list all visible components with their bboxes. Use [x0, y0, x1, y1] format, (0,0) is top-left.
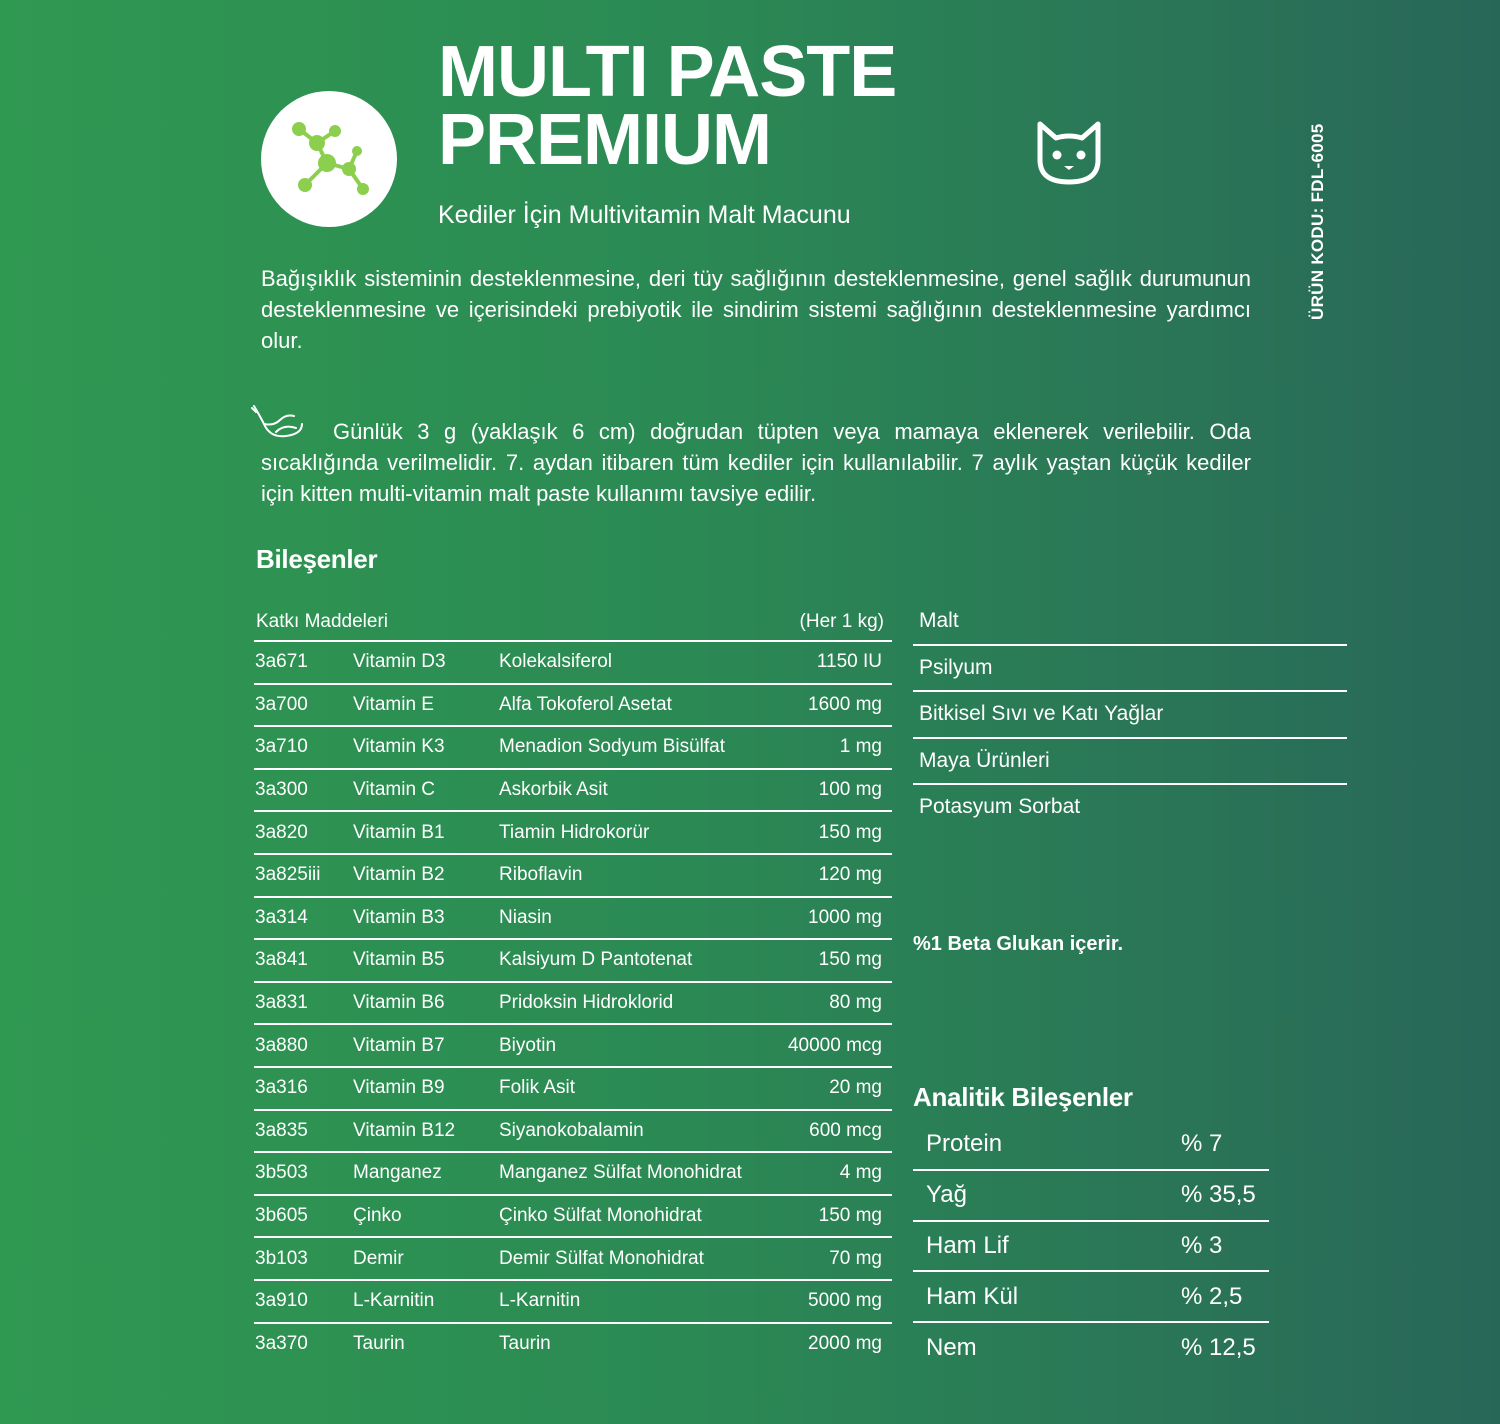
additive-vitamin: L-Karnitin: [353, 1290, 435, 1312]
additive-amount: 70 mg: [829, 1247, 882, 1269]
additive-row: [254, 1196, 892, 1239]
molecule-logo: [261, 91, 397, 227]
product-code: ÜRÜN KODU: FDL-6005: [1308, 123, 1327, 320]
analytic-name: Ham Lif: [926, 1231, 1009, 1259]
additives-table: [254, 604, 892, 1364]
additive-name: Siyanokobalamin: [499, 1119, 644, 1141]
additive-amount: 1150 IU: [816, 651, 882, 673]
additive-vitamin: Taurin: [353, 1332, 405, 1354]
description-text: Bağışıklık sisteminin desteklenmesine, deri tüy sağlığının desteklenmesine, genel sağlık durumunun desteklenmesine ve içerisindeki prebiyotik ile sindirim sistemi sağlığının desteklenmesine yardımcı olur.: [261, 266, 1251, 353]
additive-row: [254, 898, 892, 941]
additive-amount: 150 mg: [818, 1205, 882, 1227]
additive-code: 3a370: [255, 1332, 308, 1354]
additive-name: Kolekalsiferol: [499, 651, 612, 673]
additive-amount: 100 mg: [818, 779, 882, 801]
additive-amount: 4 mg: [839, 1162, 882, 1184]
usage-text: Günlük 3 g (yaklaşık 6 cm) doğrudan tüpten veya mamaya eklenerek verilebilir. Oda sıcaklığında verilmelidir. 7. aydan itibaren tüm kediler için kullanılabilir. 7 aylık yaştan küçük kediler için kitten multi-vitamin malt paste kullanımı tavsiye edilir.: [261, 419, 1251, 506]
additive-name: Demir Sülfat Monohidrat: [499, 1247, 704, 1269]
additive-name: Folik Asit: [499, 1077, 576, 1099]
additive-amount: 80 mg: [829, 992, 882, 1014]
additive-name: Askorbik Asit: [499, 779, 608, 801]
additive-code: 3b503: [255, 1162, 308, 1184]
additive-vitamin: Manganez: [353, 1162, 442, 1184]
additive-amount: 2000 mg: [808, 1332, 882, 1354]
additive-code: 3a316: [255, 1077, 308, 1099]
additive-amount: 1 mg: [839, 736, 882, 758]
analytic-table: [913, 1120, 1269, 1372]
additives-header-label: Katkı Maddeleri: [256, 611, 389, 632]
additive-vitamin: Vitamin C: [353, 779, 436, 801]
additive-name: Çinko Sülfat Monohidrat: [499, 1205, 702, 1227]
additive-code: 3a910: [255, 1290, 308, 1312]
additive-name: Pridoksin Hidroklorid: [499, 992, 674, 1014]
analytic-value: % 7: [1181, 1130, 1223, 1158]
additive-row: [254, 812, 892, 855]
additive-code: 3a671: [255, 651, 308, 673]
additive-code: 3a841: [255, 949, 308, 971]
additive-code: 3b605: [255, 1205, 308, 1227]
additive-vitamin: Vitamin B9: [353, 1077, 445, 1099]
additive-row: [254, 1111, 892, 1154]
additive-name: Riboflavin: [499, 864, 583, 886]
additive-row: [254, 642, 892, 685]
ingredient-item: Malt: [913, 599, 1347, 646]
additive-row: [254, 1025, 892, 1068]
analytic-value: % 2,5: [1181, 1282, 1243, 1310]
ingredient-item: Potasyum Sorbat: [919, 795, 1081, 819]
additive-code: 3a831: [255, 992, 308, 1014]
additive-amount: 1600 mg: [808, 693, 882, 715]
additive-vitamin: Çinko: [353, 1205, 402, 1227]
additive-vitamin: Vitamin B1: [353, 821, 445, 843]
analytic-name: Nem: [926, 1333, 977, 1361]
additive-name: Niasin: [499, 906, 552, 928]
additive-row: [254, 940, 892, 983]
additive-vitamin: Vitamin E: [353, 693, 434, 715]
additive-code: 3a835: [255, 1119, 308, 1141]
additives-header-unit: (Her 1 kg): [799, 611, 884, 632]
additive-amount: 120 mg: [818, 864, 882, 886]
additive-row: [254, 1153, 892, 1196]
additive-vitamin: Vitamin K3: [353, 736, 445, 758]
analytic-row: [913, 1323, 1269, 1372]
additive-name: Alfa Tokoferol Asetat: [499, 693, 672, 715]
additive-code: 3b103: [255, 1247, 308, 1269]
analytic-name: Protein: [926, 1130, 1003, 1158]
product-subtitle: Kediler İçin Multivitamin Malt Macunu: [438, 201, 851, 229]
components-heading: Bileşenler: [256, 544, 378, 574]
additive-vitamin: Vitamin B3: [353, 906, 445, 928]
analytic-row: [913, 1222, 1269, 1273]
analytic-value: % 35,5: [1181, 1181, 1256, 1209]
additive-vitamin: Vitamin B5: [353, 949, 445, 971]
analytic-value: % 12,5: [1181, 1333, 1256, 1361]
additive-amount: 150 mg: [818, 949, 882, 971]
additive-row: [254, 1324, 892, 1365]
additive-amount: 600 mcg: [809, 1119, 882, 1141]
analytic-row: [913, 1120, 1269, 1171]
additive-vitamin: Vitamin B7: [353, 1034, 445, 1056]
molecule-icon: [283, 113, 375, 205]
cat-icon: [1034, 120, 1104, 191]
additive-row: [254, 1238, 892, 1281]
additive-amount: 1000 mg: [808, 906, 882, 928]
title-line-2: PREMIUM: [438, 100, 771, 180]
additive-vitamin: Vitamin D3: [353, 651, 446, 673]
additive-row: [254, 685, 892, 728]
additive-code: 3a825iii: [255, 864, 321, 886]
additive-row: [254, 983, 892, 1026]
additive-amount: 5000 mg: [808, 1290, 882, 1312]
additive-name: Biyotin: [499, 1034, 557, 1056]
additive-code: 3a710: [255, 736, 308, 758]
analytic-name: Ham Kül: [926, 1282, 1019, 1310]
additive-name: Taurin: [499, 1332, 551, 1354]
additive-amount: 150 mg: [818, 821, 882, 843]
additive-code: 3a314: [255, 906, 308, 928]
additive-name: Manganez Sülfat Monohidrat: [499, 1162, 742, 1184]
title-line-1: MULTI PASTE: [438, 32, 897, 112]
analytic-row: [913, 1272, 1269, 1323]
ingredient-item: Bitkisel Sıvı ve Katı Yağlar: [913, 692, 1347, 739]
additive-vitamin: Demir: [353, 1247, 404, 1269]
additive-row: [254, 770, 892, 813]
additive-code: 3a880: [255, 1034, 308, 1056]
analytic-name: Yağ: [926, 1181, 967, 1209]
additive-name: Tiamin Hidrokorür: [499, 821, 650, 843]
analytic-row: [913, 1171, 1269, 1222]
additive-vitamin: Vitamin B6: [353, 992, 445, 1014]
additive-row: [254, 1281, 892, 1324]
additive-code: 3a700: [255, 693, 308, 715]
additive-code: 3a820: [255, 821, 308, 843]
beta-glucan-note: %1 Beta Glukan içerir.: [913, 933, 1124, 955]
product-title: [438, 32, 897, 180]
additive-vitamin: Vitamin B12: [353, 1119, 456, 1141]
additive-row: [254, 727, 892, 770]
analytic-value: % 3: [1181, 1231, 1223, 1259]
analytic-heading: Analitik Bileşenler: [913, 1082, 1133, 1112]
ingredients-list: [913, 599, 1347, 830]
additive-name: Menadion Sodyum Bisülfat: [499, 736, 726, 758]
additive-amount: 40000 mcg: [787, 1034, 882, 1056]
additive-row: [254, 1068, 892, 1111]
additive-code: 3a300: [255, 779, 308, 801]
ingredient-item: Maya Ürünleri: [913, 739, 1347, 786]
additive-name: L-Karnitin: [499, 1290, 581, 1312]
additive-vitamin: Vitamin B2: [353, 864, 445, 886]
ingredient-item: Psilyum: [913, 646, 1347, 693]
additive-amount: 20 mg: [829, 1077, 882, 1099]
additives-header: [254, 604, 892, 642]
additive-row: [254, 855, 892, 898]
additive-name: Kalsiyum D Pantotenat: [499, 949, 693, 971]
